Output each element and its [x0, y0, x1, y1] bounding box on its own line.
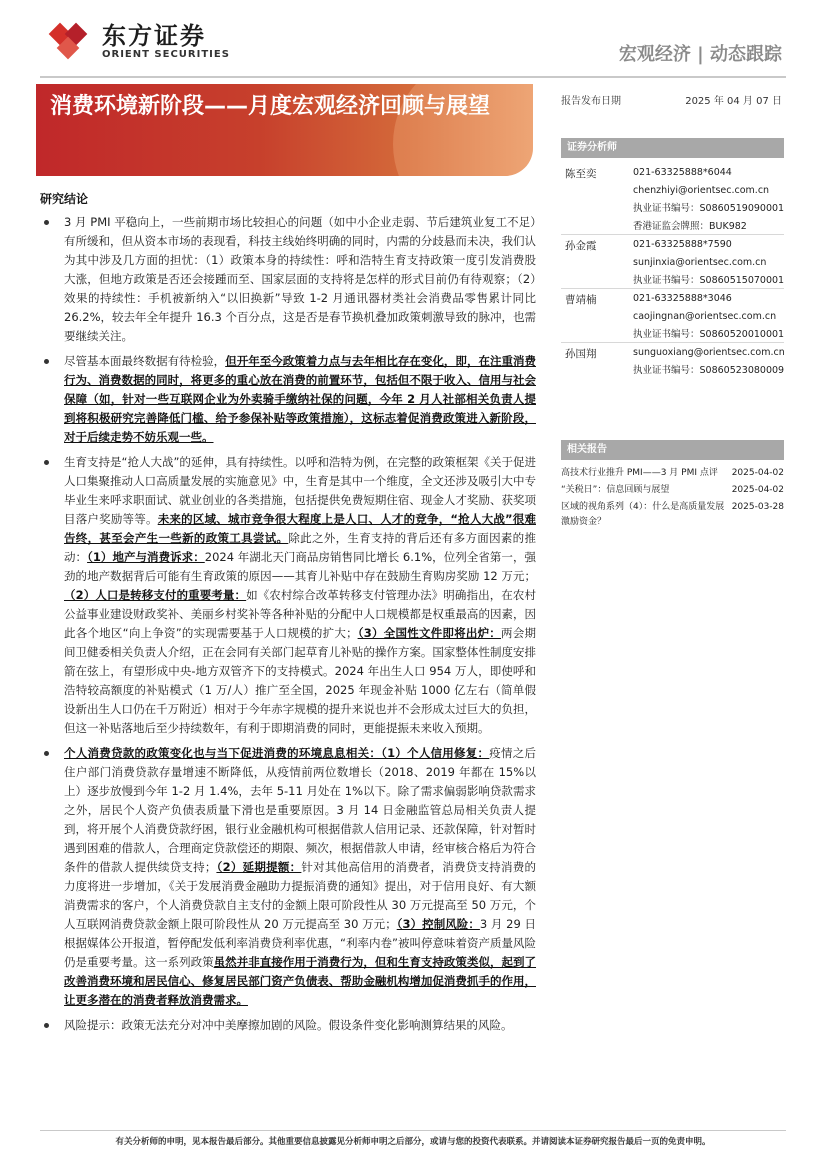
emphasized-text: （3）控制风险：: [396, 917, 480, 931]
analyst-email[interactable]: sunguoxiang@orientsec.com.cn: [633, 347, 785, 358]
title-banner: [36, 84, 533, 176]
footer-disclaimer: 有关分析师的申明，见本报告最后部分。其他重要信息披露见分析师申明之后部分，或请与您的投资代表联系。并请阅读本证券研究报告最后一页的免责申明。: [115, 1137, 711, 1147]
analyst-license: 执业证书编号：S0860523080009: [633, 365, 785, 376]
analyst-entry: [561, 166, 784, 242]
conclusion-paragraph: [40, 213, 536, 346]
analyst-phone: 021-63325888*3046: [633, 293, 732, 304]
conclusion-paragraph: [40, 453, 536, 738]
bullet-icon: [44, 220, 49, 225]
paragraph-text: 除此之外，生育支持的背后还有多方面因素的推动：: [64, 531, 536, 564]
analyst-license: 执业证书编号：S0860519090001: [633, 203, 785, 214]
analyst-hk-license: 香港证监会牌照：BUK982: [633, 221, 747, 232]
paragraph-text: 生育支持是“抢人大战”的延伸，具有持续性。以呼和浩特为例，在完整的政策框架《关于促进人口集聚推动人口高质量发展的实施意见》中，生育是其中一个维度，全文还涉及吸引大中专毕业生来呼求职面试、就业创业的各类措施，包括提供免费短期住宿、现金人才奖励、获奖项目落户奖励等等。: [64, 455, 536, 526]
analyst-email[interactable]: chenzhiyi@orientsec.com.cn: [633, 185, 770, 196]
emphasized-text: （1）地产与消费诉求：: [87, 550, 205, 564]
logo-mark-icon: [48, 22, 94, 62]
paragraph-text: 两会期间卫健委相关负责人介绍，正在会同有关部门起草育儿补贴的操作方案。国家整体性制度安排箭在弦上，有望形成中央-地方双管齐下的支持模式。2024 年出生人口 954 万人，即使呼和浩特较高额度的补贴模式（1 万/人）推广至全国，2025 年现金补贴 1000 亿左右（简单假设新出生人口仍在千万附近）相对于今年赤字规模的提升来说也并不会形成太过巨大的负担，但这一补贴落地后至少持续数年，有利于即期消费的同时，更能提振未来收入预期。: [64, 626, 536, 735]
related-reports-header: 相关报告: [561, 440, 784, 460]
analyst-email[interactable]: caojingnan@orientsec.com.cn: [633, 311, 777, 322]
conclusion-paragraph: [40, 744, 536, 1010]
related-report-item[interactable]: [561, 483, 784, 499]
related-report-title[interactable]: 区域的视角系列（4）：什么是高质量发展激励资金？: [561, 502, 725, 527]
emphasized-text: （3）全国性文件即将出炉：: [357, 626, 502, 640]
paragraph-text: 如《农村综合改革转移支付管理办法》明确指出，在农村公益事业建设财政奖补、美丽乡村奖补等各种补贴的分配中人口规模都是权重最高的因素，因此各个地区“向上争资”的实现需要基于人口规模的扩大；: [64, 588, 537, 640]
emphasized-text: 但开年至今政策着力点与去年相比存在变化，即，在注重消费行为、消费数据的同时，将更多的重心放在消费的前置环节，包括但不限于收入、信用与社会保障（如，针对一些互联网企业为外卖骑手缴纳社保的问题，今年 2 月人社部相关负责人提到将积极研究完善降低门槛、给予参保补贴等政策措施），这标志着促消费政策进入新阶段，对于后续走势不妨乐观一些。: [64, 354, 537, 444]
emphasized-text: （2）人口是转移支付的重要考量：: [64, 588, 247, 602]
emphasized-text: 未来的区域、城市竞争很大程度上是人口、人才的竞争，“抢人大战”很难告终，甚至会产生一些新的政策工具尝试。: [64, 512, 536, 545]
paragraph-text: 尽管基本面最终数据有待检验，: [64, 354, 226, 368]
related-report-title[interactable]: “关税日”：信息回顾与展望: [561, 485, 670, 495]
related-report-date: 2025-04-02: [731, 485, 784, 495]
analyst-entry: [561, 346, 784, 386]
paragraph-text: 风险提示：政策无法充分对冲中美摩擦加剧的风险。假设条件变化影响测算结果的风险。: [64, 1018, 513, 1032]
logo-name-en: ORIENT SECURITIES: [102, 49, 230, 60]
analyst-name: 孙国翔: [565, 348, 597, 360]
paragraph-text: 3 月 PMI 平稳向上，一些前期市场比较担心的问题（如中小企业走弱、节后建筑业复工不足）有所缓和，但从资本市场的表现看，科技主线始终明确的同时，内需的分歧悬而未决，我们认为其中涉及几方面的担忧：（1）政策本身的持续性：呼和浩特生育支持政策一度引发消费股大涨，但地方政策是否还会接踵而至、国家层面的支持将是怎样的形式目前仍有待观察；（2）效果的持续性：手机被新纳入“以旧换新”导致 1-2 月通讯器材类社会消费品零售累计同比 26.2%，较去年全年提升 16.3 个百分点，这是否是春节换机叠加政策刺激导致的脉冲，也需要继续关注。: [64, 215, 536, 343]
analyst-name: 陈至奕: [565, 168, 597, 180]
analyst-name: 曹靖楠: [565, 294, 597, 306]
conclusion-paragraph: [40, 352, 536, 447]
analyst-name: 孙金霞: [565, 240, 597, 252]
report-title: 消费环境新阶段——月度宏观经济回顾与展望: [50, 94, 491, 119]
analysts-header: 证券分析师: [561, 138, 784, 158]
emphasized-text: 个人消费贷款的政策变化也与当下促进消费的环境息息相关：（1）个人信用修复：: [64, 746, 490, 760]
bullet-icon: [44, 751, 49, 756]
report-date-label: 报告发布日期: [561, 96, 621, 107]
related-report-item[interactable]: [561, 500, 784, 532]
company-logo: [48, 22, 230, 62]
footer-divider: [40, 1130, 786, 1131]
analyst-divider: [561, 288, 784, 289]
analyst-email[interactable]: sunjinxia@orientsec.com.cn: [633, 257, 767, 268]
emphasized-text: 虽然并非直接作用于消费行为，但和生育支持政策类似，起到了改善消费环境和居民信心、修复居民部门资产负债表、帮助金融机构增加促消费抓手的作用，让更多潜在的消费者释放消费需求。: [64, 955, 537, 1007]
analyst-entry: [561, 292, 784, 348]
analyst-divider: [561, 342, 784, 343]
related-report-title[interactable]: 高技术行业推升 PMI——3 月 PMI 点评: [561, 468, 718, 478]
bullet-icon: [44, 1023, 49, 1028]
section-heading: 研究结论: [40, 192, 89, 206]
analyst-phone: 021-63325888*6044: [633, 167, 732, 178]
analyst-license: 执业证书编号：S0860515070001: [633, 275, 785, 286]
header-divider: [40, 76, 786, 78]
analyst-divider: [561, 234, 784, 235]
logo-name-cn: 东方证券: [102, 22, 206, 50]
report-section-label: 宏观经济 | 动态跟踪: [618, 44, 782, 65]
analyst-phone: 021-63325888*7590: [633, 239, 732, 250]
analyst-license: 执业证书编号：S0860520010001: [633, 329, 785, 340]
paragraph-text: 针对其他高信用的消费者，消费贷支持消费的力度将进一步增加，《关于发展消费金融助力提振消费的通知》提出，对于信用良好、有大额消费需求的客户，个人消费贷款自主支付的金额上限可阶段性从 30 万元提高至 50 万元，个人互联网消费贷款金额上限可阶段性从 20 万元提高至 30 万元；: [64, 860, 536, 931]
paragraph-text: 3 月 29 日根据媒体公开报道，暂停配发低利率消费贷利率优惠，“利率内卷”被叫停意味着资产质量风险仍是重要考量。这一系列政策: [64, 917, 536, 969]
related-report-date: 2025-04-02: [731, 468, 784, 478]
related-report-date: 2025-03-28: [731, 502, 784, 512]
paragraph-text: 疫情之后住户部门消费贷款存量增速不断降低，从疫情前两位数增长（2018、2019 年都在 15%以上）逐步放慢到今年 1-2 月 1.4%，去年 5-11 月处在 1%以下。除了需求偏弱影响贷款需求之外，居民个人资产负债表质量下滑也是重要原因。3 月 14 日金融监管总局相关负责人提到，将开展个人消费贷款纾困，银行业金融机构可根据借款人信用记录、还款保障，针对暂时遇到困难的借款人，合理商定贷款偿还的期限、频次，根据借款人申请，经审核合格后为符合条件的借款人提供续贷支持；: [64, 746, 537, 874]
paragraph-text: 2024 年湖北天门商品房销售同比增长 6.1%，位列全省第一，强劲的地产数据背后可能有生育政策的原因——其育儿补贴中存在鼓励生育购房奖励 12 万元；: [64, 550, 536, 583]
risk-warning: [40, 1016, 536, 1035]
emphasized-text: （2）延期提额：: [216, 860, 302, 874]
related-report-item[interactable]: [561, 466, 784, 482]
research-conclusions: [40, 190, 536, 1041]
analyst-entry: [561, 238, 784, 294]
bullet-icon: [44, 359, 49, 364]
report-date: 2025 年 04 月 07 日: [685, 96, 782, 107]
bullet-icon: [44, 460, 49, 465]
